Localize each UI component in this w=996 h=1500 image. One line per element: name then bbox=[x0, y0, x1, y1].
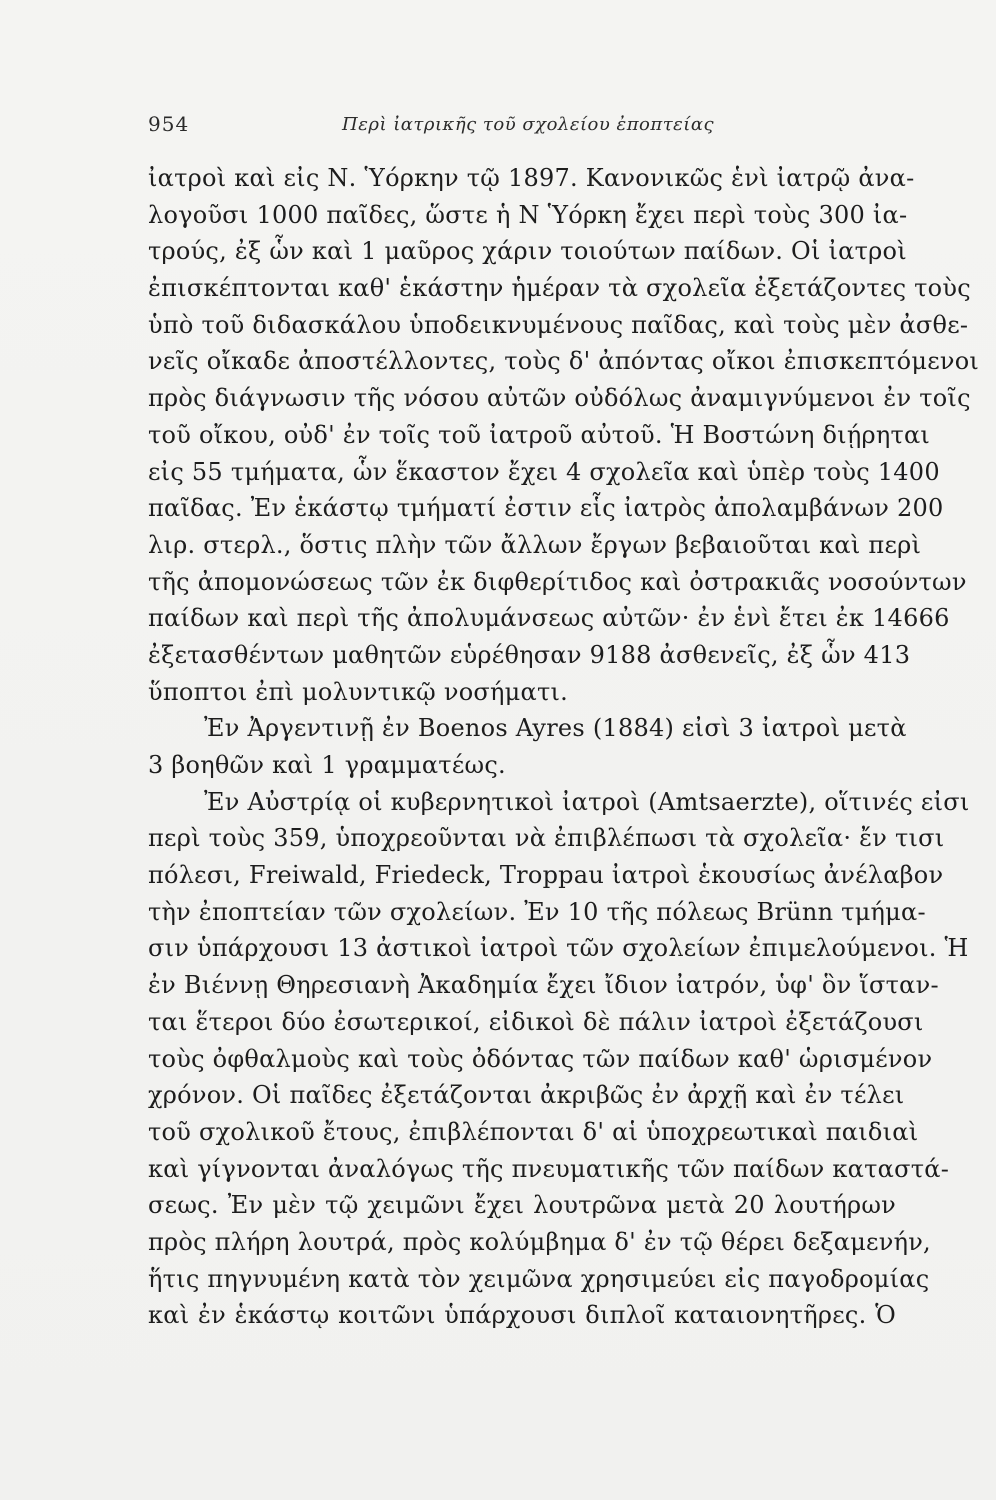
text-line: ἰατροὶ καὶ εἰς Ν. Ὑόρκην τῷ 1897. Κανονικῶς ἑνὶ ἰατρῷ ἀνα- bbox=[148, 164, 915, 192]
text-line: 3 βοηθῶν καὶ 1 γραμματέως. bbox=[148, 751, 506, 779]
text-line: ἐν Βιέννῃ Θηρεσιανὴ Ἀκαδημία ἔχει ἴδιον ἰατρόν, ὑφ' ὃν ἵσταν- bbox=[148, 971, 939, 1000]
text-line: πρὸς πλήρη λουτρά, πρὸς κολύμβημα δ' ἐν τῷ θέρει δεξαμενήν, bbox=[148, 1227, 931, 1256]
text-line: ται ἕτεροι δύο ἐσωτερικοί, εἰδικοὶ δὲ πάλιν ἰατροὶ ἐξετάζουσι bbox=[148, 1007, 924, 1036]
text-line: ἐπισκέπτονται καθ' ἑκάστην ἡμέραν τὰ σχολεῖα ἐξετάζοντες τοὺς bbox=[148, 274, 971, 303]
text-line: καὶ γίγνονται ἀναλόγως τῆς πνευματικῆς τῶν παίδων καταστά- bbox=[148, 1154, 950, 1183]
text-line: σιν ὑπάρχουσι 13 ἀστικοὶ ἰατροὶ τῶν σχολείων ἐπιμελούμενοι. Ἡ bbox=[148, 934, 969, 963]
body-text bbox=[148, 160, 980, 1334]
text-line: τοῦ οἴκου, οὐδ' ἐν τοῖς τοῦ ἰατροῦ αὐτοῦ. Ἡ Βοστώνη διῄρηται bbox=[148, 420, 931, 449]
text-line: παῖδας. Ἐν ἑκάστῳ τμήματί ἐστιν εἷς ἰατρὸς ἀπολαμβάνων 200 bbox=[148, 494, 944, 523]
text-line: ἥτις πηγνυμένη κατὰ τὸν χειμῶνα χρησιμεύει εἰς παγοδρομίας bbox=[148, 1264, 930, 1293]
text-line: τῆς ἀπομονώσεως τῶν ἐκ διφθερίτιδος καὶ ὀστρακιᾶς νοσούντων bbox=[148, 567, 967, 596]
text-line: εἰς 55 τμήματα, ὧν ἕκαστον ἔχει 4 σχολεῖα καὶ ὑπὲρ τοὺς 1400 bbox=[148, 457, 940, 486]
text-line: τὴν ἐποπτείαν τῶν σχολείων. Ἐν 10 τῆς πόλεως Brünn τμήμα- bbox=[148, 897, 926, 926]
text-line: λογοῦσι 1000 παῖδες, ὥστε ἡ Ν Ὑόρκη ἔχει περὶ τοὺς 300 ἰα- bbox=[148, 200, 908, 229]
text-line: τοὺς ὀφθαλμοὺς καὶ τοὺς ὀδόντας τῶν παίδων καθ' ὡρισμένον bbox=[148, 1044, 933, 1073]
text-line: πόλεσι, Freiwald, Friedeck, Troppau ἰατροὶ ἑκουσίως ἀνέλαβον bbox=[148, 861, 944, 890]
text-line: ὑπὸ τοῦ διδασκάλου ὑποδεικνυμένους παῖδας, καὶ τοὺς μὲν ἀσθε- bbox=[148, 310, 969, 339]
text-line: περὶ τοὺς 359, ὑποχρεοῦνται νὰ ἐπιβλέπωσι τὰ σχολεῖα· ἔν τισι bbox=[148, 824, 945, 853]
text-line: ἐξετασθέντων μαθητῶν εὑρέθησαν 9188 ἀσθενεῖς, ἐξ ὧν 413 bbox=[148, 640, 911, 669]
text-line: νεῖς οἴκαδε ἀποστέλλοντες, τοὺς δ' ἀπόντας οἴκοι ἐπισκεπτόμενοι bbox=[148, 347, 980, 376]
text-line: λιρ. στερλ., ὅστις πλὴν τῶν ἄλλων ἔργων βεβαιοῦται καὶ περὶ bbox=[148, 530, 922, 559]
text-line: καὶ ἐν ἑκάστῳ κοιτῶνι ὑπάρχουσι διπλοῖ καταιονητῆρες. Ὁ bbox=[148, 1301, 896, 1330]
text-line: σεως. Ἐν μὲν τῷ χειμῶνι ἔχει λουτρῶνα μετὰ 20 λουτήρων bbox=[148, 1191, 896, 1220]
text-line: ὕποπτοι ἐπὶ μολυντικῷ νοσήματι. bbox=[148, 677, 569, 706]
text-line: Ἐν Ἀργεντινῇ ἐν Boenos Ayres (1884) εἰσὶ 3 ἰατροὶ μετὰ bbox=[204, 714, 907, 743]
page-header bbox=[148, 112, 898, 146]
text-line: τοῦ σχολικοῦ ἔτους, ἐπιβλέπονται δ' αἱ ὑποχρεωτικαὶ παιδιαὶ bbox=[148, 1117, 919, 1146]
running-title: Περὶ ἰατρικῆς τοῦ σχολείου ἐποπτείας bbox=[342, 114, 715, 135]
text-line: πρὸς διάγνωσιν τῆς νόσου αὐτῶν οὐδόλως ἀναμιγνύμενοι ἐν τοῖς bbox=[148, 384, 971, 413]
text-line: παίδων καὶ περὶ τῆς ἀπολυμάνσεως αὐτῶν· ἐν ἑνὶ ἔτει ἐκ 14666 bbox=[148, 604, 950, 633]
text-line: τρούς, ἐξ ὧν καὶ 1 μαῦρος χάριν τοιούτων παίδων. Οἱ ἰατροὶ bbox=[148, 237, 907, 266]
page-number: 954 bbox=[148, 112, 190, 136]
text-line: χρόνον. Οἱ παῖδες ἐξετάζονται ἀκριβῶς ἐν ἀρχῇ καὶ ἐν τέλει bbox=[148, 1081, 905, 1110]
text-line: Ἐν Αὐστρίᾳ οἱ κυβερνητικοὶ ἰατροὶ (Amtsaerzte), οἵτινές εἰσι bbox=[204, 787, 970, 816]
